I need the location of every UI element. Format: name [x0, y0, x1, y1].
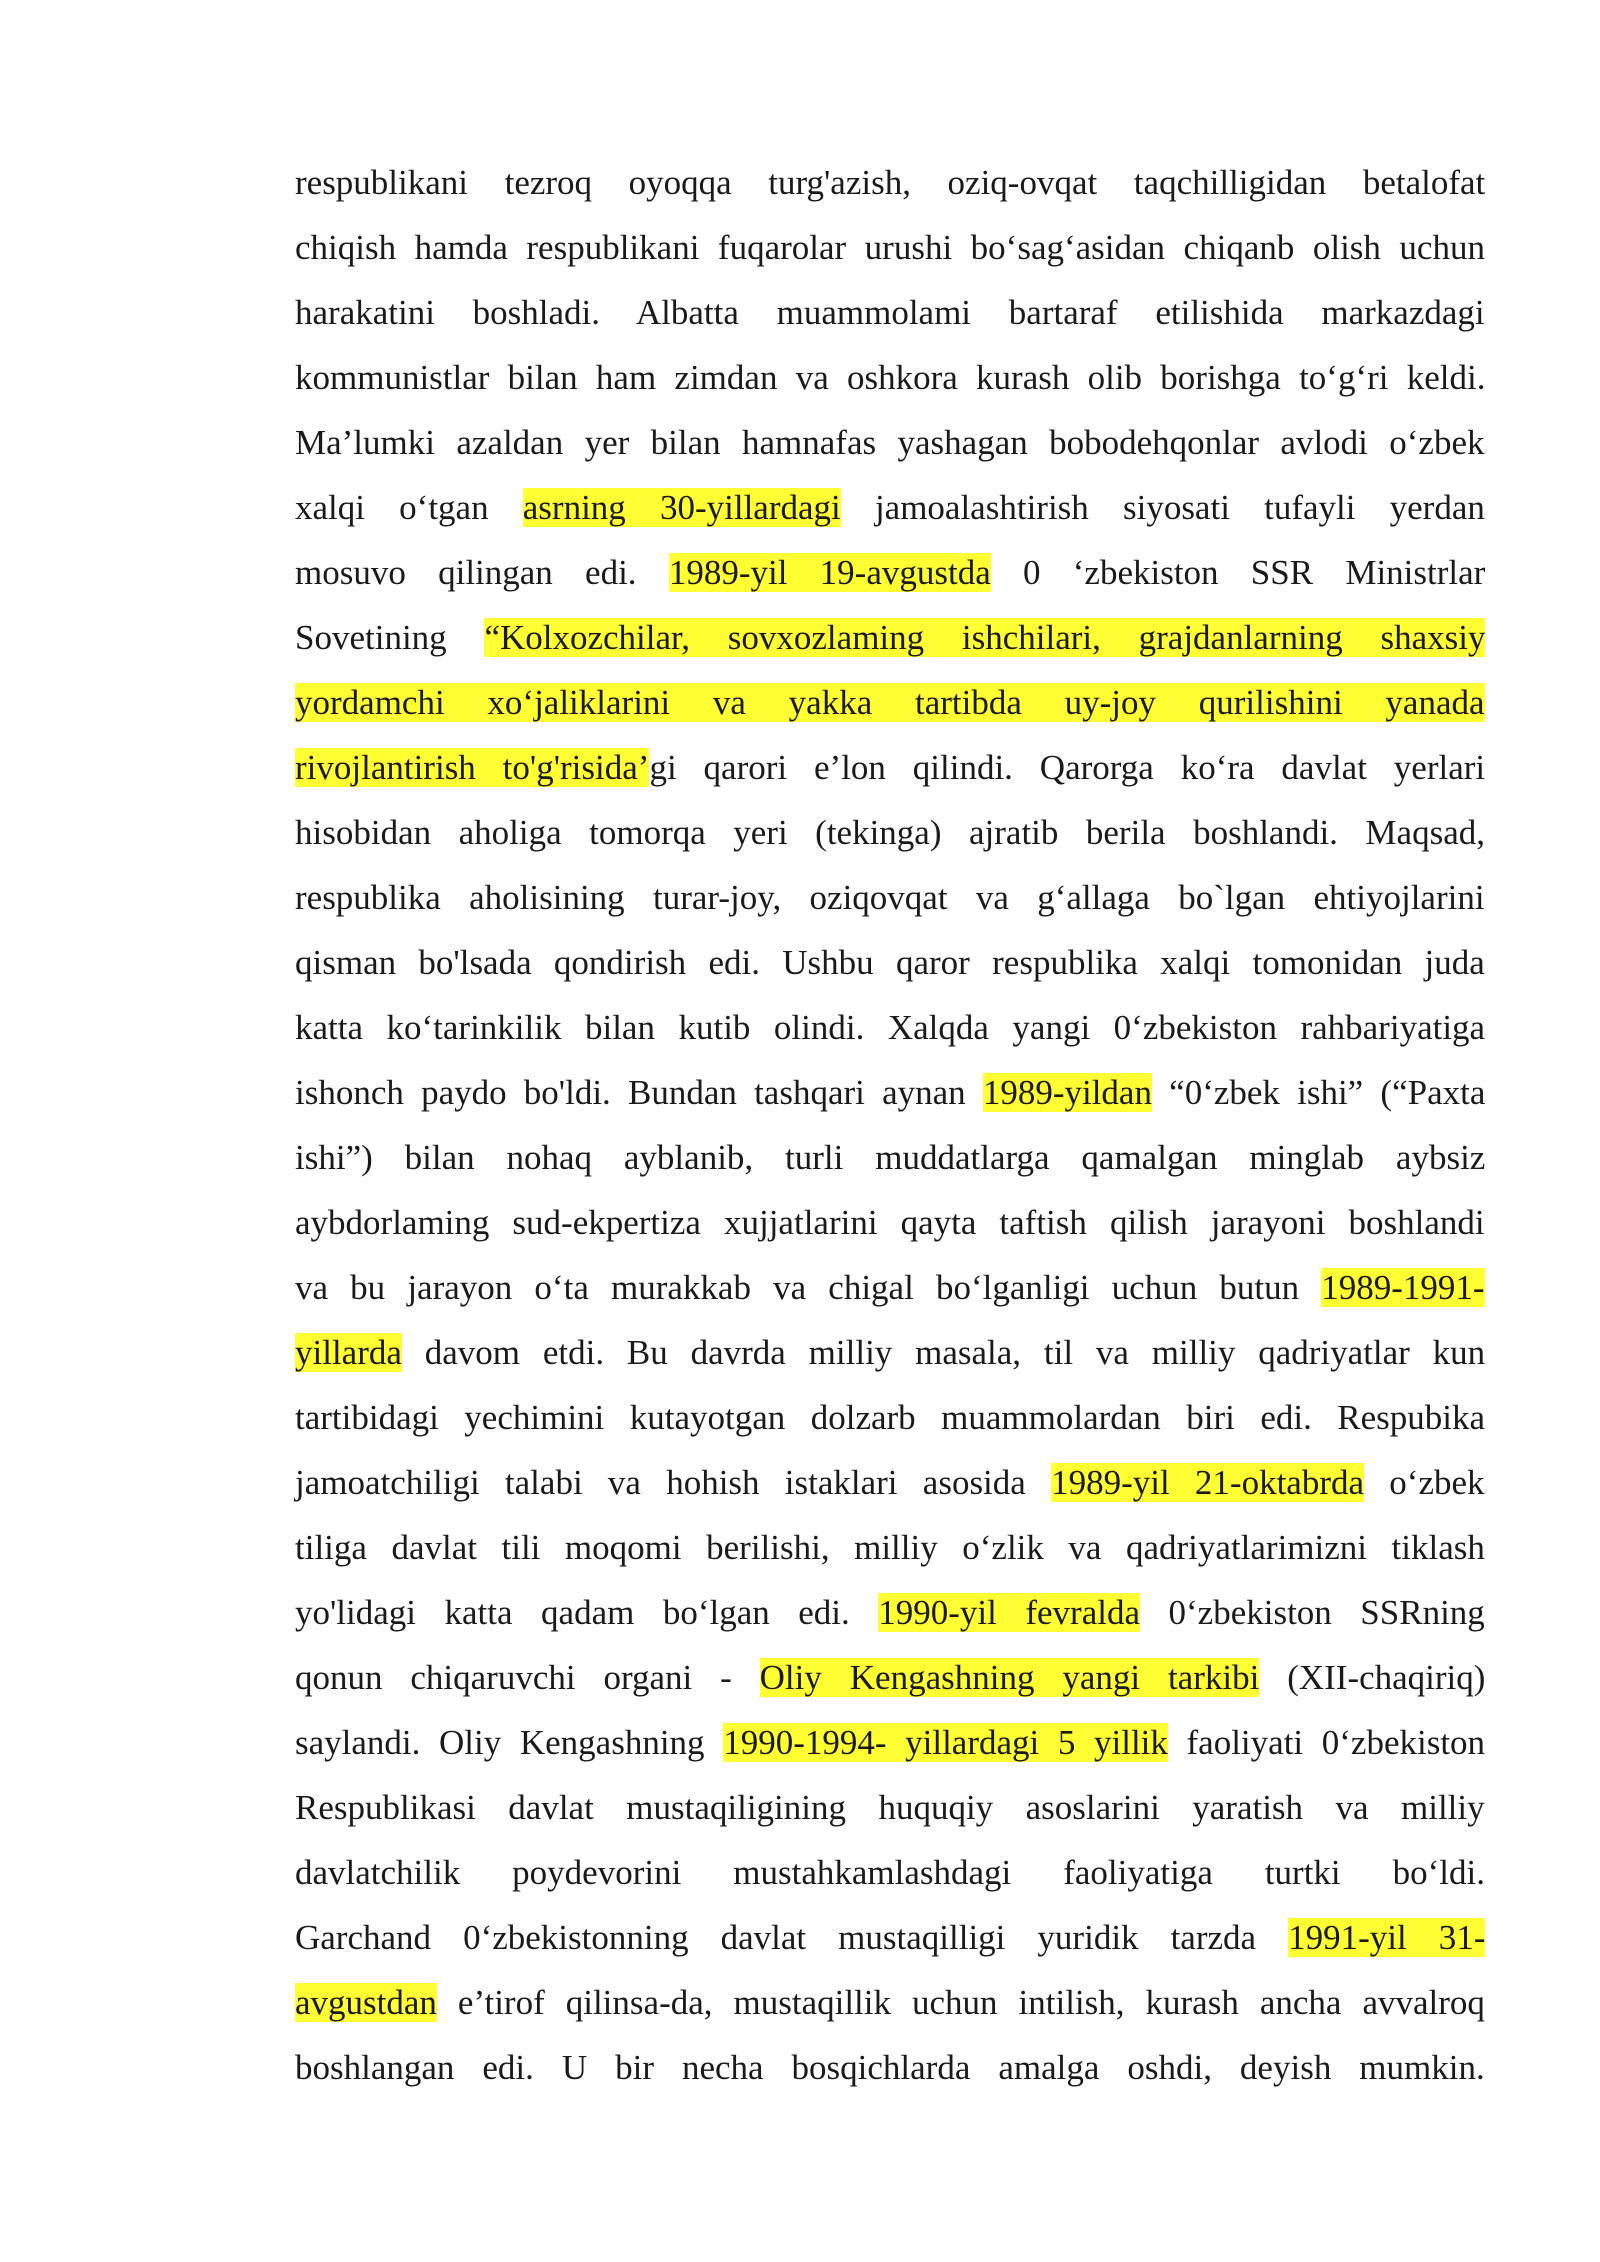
text-segment: o‘zbek [1364, 1463, 1485, 1502]
text-segment: davlatchilik poydevorini mustahkamlashdagi faoliyatiga turtki bo‘ldi. [295, 1853, 1485, 1892]
text-line [295, 995, 1485, 1060]
text-segment: Garchand 0‘zbekistonning davlat mustaqilligi yuridik tarzda [295, 1918, 1289, 1957]
text-segment: Respublikasi davlat mustaqiligining huquqiy asoslarini yaratish va milliy [295, 1788, 1485, 1827]
text-segment: tartibidagi yechimini kutayotgan dolzarb muammolardan biri edi. Respubika [295, 1398, 1486, 1437]
text-line [295, 410, 1485, 475]
text-line [295, 1385, 1485, 1450]
text-line [295, 150, 1485, 215]
text-line [295, 540, 1485, 605]
highlighted-text: yordamchi xo‘jaliklarini va yakka tartibda uy-joy qurilishini yanada [295, 683, 1485, 722]
highlighted-text: “Kolxozchilar, sovxozlaming ishchilari, grajdanlarning shaxsiy [484, 618, 1486, 657]
text-line [295, 2035, 1485, 2100]
text-line [295, 1125, 1485, 1190]
text-line [295, 930, 1485, 995]
highlighted-text: avgustdan [295, 1983, 437, 2022]
text-segment: Sovetining [295, 618, 485, 657]
text-segment: tiliga davlat tili moqomi berilishi, milliy o‘zlik va qadriyatlarimizni tiklash [295, 1528, 1485, 1567]
text-segment: saylandi. Oliy Kengashning [295, 1723, 724, 1762]
text-line [295, 1450, 1485, 1515]
text-line [295, 280, 1485, 345]
text-line [295, 735, 1485, 800]
text-segment: katta ko‘tarinkilik bilan kutib olindi. Xalqda yangi 0‘zbekiston rahbariyatiga [295, 1008, 1486, 1047]
text-segment: kommunistlar bilan ham zimdan va oshkora kurash olib borishga to‘g‘ri keldi. [295, 358, 1486, 397]
text-segment: e’tirof qilinsa-da, mustaqillik uchun intilish, kurash ancha avvalroq [436, 1983, 1485, 2022]
text-segment: chiqish hamda respublikani fuqarolar urushi bo‘sag‘asidan chiqanb olish uchun [295, 228, 1485, 267]
body-text [295, 150, 1485, 2100]
text-segment: respublika aholisining turar-joy, oziqovqat va g‘allaga bo`lgan ehtiyojlarini [295, 878, 1485, 917]
text-line [295, 865, 1485, 930]
text-segment: ishonch paydo bo'ldi. Bundan tashqari aynan [295, 1073, 983, 1112]
text-line [295, 800, 1485, 865]
text-segment: 0‘zbekiston SSRning [1140, 1593, 1485, 1632]
highlighted-text: asrning 30-yillardagi [522, 488, 841, 527]
highlighted-text: 1990-yil fevralda [878, 1593, 1140, 1632]
text-line [295, 1515, 1485, 1580]
text-segment: (XII-chaqiriq) [1259, 1658, 1486, 1697]
text-line [295, 1710, 1485, 1775]
text-line [295, 1580, 1485, 1645]
text-line [295, 1645, 1485, 1710]
highlighted-text: 1990-1994- yillardagi 5 yillik [723, 1723, 1168, 1762]
text-segment: ishi”) bilan nohaq ayblanib, turli muddatlarga qamalgan minglab aybsiz [295, 1138, 1486, 1177]
text-segment: harakatini boshladi. Albatta muammolami bartaraf etilishida markazdagi [295, 293, 1485, 332]
highlighted-text: 1989-yil 21-oktabrda [1051, 1463, 1365, 1502]
text-line [295, 605, 1485, 670]
text-line [295, 345, 1485, 410]
highlighted-text: 1989-yildan [982, 1073, 1152, 1112]
text-segment: “0‘zbek ishi” (“Paxta [1151, 1073, 1486, 1112]
text-segment: jamoatchiligi talabi va hohish istaklari asosida [295, 1463, 1052, 1502]
text-line [295, 1905, 1485, 1970]
text-line [295, 670, 1485, 735]
text-segment: boshlangan edi. U bir necha bosqichlarda amalga oshdi, deyish mumkin. [295, 2048, 1485, 2087]
text-segment: jamoalashtirish siyosati tufayli yerdan [840, 488, 1485, 527]
highlighted-text: yillarda [295, 1333, 402, 1372]
text-segment: xalqi o‘tgan [295, 488, 523, 527]
text-segment: mosuvo qilingan edi. [295, 553, 669, 592]
highlighted-text: Oliy Kengashning yangi tarkibi [759, 1658, 1260, 1697]
text-line [295, 1970, 1485, 2035]
text-line [295, 1255, 1485, 1320]
highlighted-text: 1991-yil 31- [1288, 1918, 1486, 1957]
text-segment: qisman bo'lsada qondirish edi. Ushbu qaror respublika xalqi tomonidan juda [295, 943, 1485, 982]
text-segment: qonun chiqaruvchi organi - [295, 1658, 760, 1697]
text-segment: va bu jarayon o‘ta murakkab va chigal bo‘lganligi uchun butun [295, 1268, 1322, 1307]
text-line [295, 1190, 1485, 1255]
text-segment: yo'lidagi katta qadam bo‘lgan edi. [295, 1593, 879, 1632]
text-segment: 0 ‘zbekiston SSR Ministrlar [990, 553, 1486, 592]
highlighted-text: rivojlantirish to'g'risida’ [295, 748, 650, 787]
text-line [295, 1060, 1485, 1125]
highlighted-text: 1989-yil 19-avgustda [668, 553, 991, 592]
text-line [295, 1775, 1485, 1840]
text-segment: faoliyati 0‘zbekiston [1167, 1723, 1486, 1762]
text-line [295, 475, 1485, 540]
text-segment: hisobidan aholiga tomorqa yeri (tekinga) ajratib berila boshlandi. Maqsad, [295, 813, 1485, 852]
text-line [295, 1320, 1485, 1385]
highlighted-text: 1989-1991- [1321, 1268, 1485, 1307]
text-segment: respublikani tezroq oyoqqa turg'azish, oziq-ovqat taqchilligidan betalofat [295, 163, 1486, 202]
text-line [295, 215, 1485, 280]
text-segment: aybdorlaming sud-ekpertiza xujjatlarini qayta taftish qilish jarayoni boshlandi [295, 1203, 1485, 1242]
text-segment: gi qarori e’lon qilindi. Qarorga ko‘ra davlat yerlari [649, 748, 1486, 787]
text-segment: davom etdi. Bu davrda milliy masala, til va milliy qadriyatlar kun [401, 1333, 1486, 1372]
text-segment: Ma’lumki azaldan yer bilan hamnafas yashagan bobodehqonlar avlodi o‘zbek [295, 423, 1485, 462]
text-line [295, 1840, 1485, 1905]
